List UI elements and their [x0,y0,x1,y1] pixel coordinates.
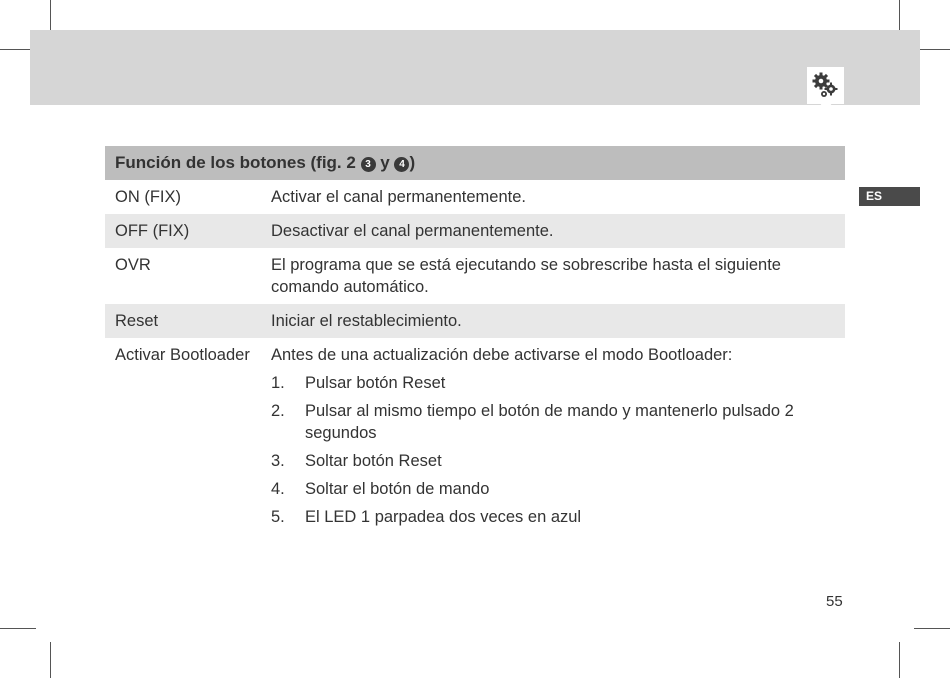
row-key: OVR [115,256,151,274]
step-number: 1. [271,374,285,392]
table-row [105,338,845,534]
table-title-end: ) [409,153,416,172]
crop-mark [899,642,900,678]
step-text: El LED 1 parpadea dos veces en azul [305,508,582,526]
row-key: ON (FIX) [115,188,181,206]
list-item [271,400,825,444]
page-number: 55 [826,593,843,610]
row-value: Desactivar el canal permanentemente. [271,222,554,240]
crop-mark [50,642,51,678]
step-text: Pulsar botón Reset [305,374,446,392]
step-number: 4. [271,480,285,498]
row-value: El programa que se está ejecutando se sobrescribe hasta el siguiente comando automático. [271,256,781,296]
settings-icon-box [807,67,844,104]
step-number: 5. [271,508,285,526]
table-title-mid: y [375,153,395,172]
figure-callout-4: 4 [394,157,409,172]
bootloader-steps [271,372,825,528]
table-title: Función de los botones (fig. 2 [115,153,361,172]
figure-callout-3: 3 [361,157,376,172]
row-key: Reset [115,312,159,330]
list-item [271,372,825,394]
crop-mark [0,628,36,629]
header-band [30,30,920,105]
table-row [105,304,845,338]
crop-mark [914,628,950,629]
step-text: Pulsar al mismo tiempo el botón de mando y mantenerlo pulsado 2 segundos [305,402,794,442]
icon-pointer [820,103,832,112]
bootloader-intro: Antes de una actualización debe activarse el modo Bootloader: [271,346,733,364]
gears-icon [812,71,840,99]
list-item [271,478,825,500]
step-number: 2. [271,402,285,420]
table-row [105,180,845,214]
button-function-table [105,146,845,534]
row-value: Activar el canal permanentemente. [271,188,526,206]
list-item [271,450,825,472]
step-number: 3. [271,452,285,470]
language-tab: ES [859,187,920,206]
table-row [105,248,845,304]
table-row [105,214,845,248]
step-text: Soltar botón Reset [305,452,442,470]
row-key: Activar Bootloader [115,346,250,364]
table-header [105,146,845,180]
step-text: Soltar el botón de mando [305,480,490,498]
row-value [271,344,845,534]
row-key: OFF (FIX) [115,222,190,240]
row-value: Iniciar el restablecimiento. [271,312,462,330]
list-item [271,506,825,528]
